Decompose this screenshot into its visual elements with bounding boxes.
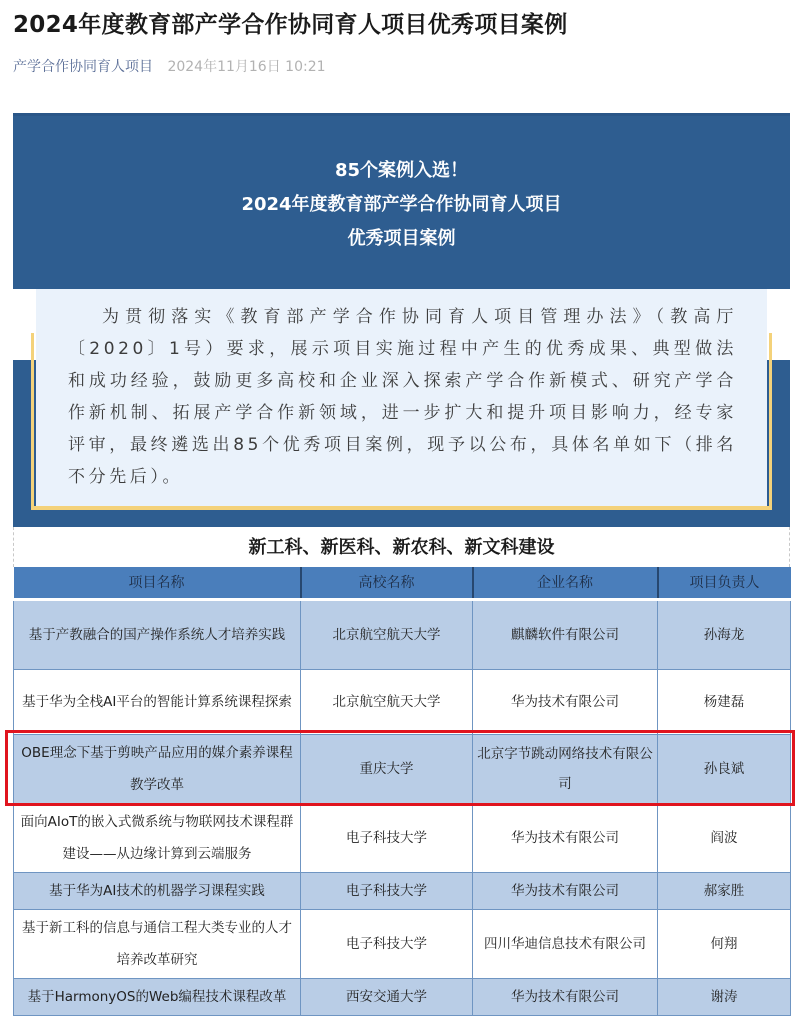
cell-university: 北京航空航天大学 bbox=[301, 599, 473, 669]
source-account-link[interactable]: 产学合作协同育人项目 bbox=[13, 59, 153, 75]
table-header-row bbox=[14, 567, 791, 599]
cell-leader: 杨建磊 bbox=[658, 669, 791, 734]
intro-text: 为贯彻落实《教育部产学合作协同育人项目管理办法》（教高厅〔2020〕1号）要求，展示项目实施过程中产生的优秀成果、典型做法和成功经验，鼓励更多高校和企业深入探索产学合作新模式、研究产学合作新机制、拓展产学合作新领域，进一步扩大和提升项目影响力，经专家评审，最终遴选出85个优秀项目案例，现予以公布，具体名单如下（排名不分先后）。 bbox=[68, 307, 737, 487]
cell-university: 电子科技大学 bbox=[301, 803, 473, 872]
cell-company: 北京字节跳动网络技术有限公司 bbox=[473, 734, 658, 803]
cell-project: 基于新工科的信息与通信工程大类专业的人才培养改革研究 bbox=[14, 909, 301, 978]
cell-leader: 何翔 bbox=[658, 909, 791, 978]
table-row bbox=[14, 978, 791, 1015]
cell-project: 基于HarmonyOS的Web编程技术课程改革 bbox=[14, 978, 301, 1015]
cell-university: 北京航空航天大学 bbox=[301, 669, 473, 734]
cell-leader: 孙海龙 bbox=[658, 599, 791, 669]
header-leader: 项目负责人 bbox=[658, 567, 791, 599]
cell-leader: 孙良斌 bbox=[658, 734, 791, 803]
article-title: 2024年度教育部产学合作协同育人项目优秀项目案例 bbox=[13, 12, 568, 38]
cell-leader: 谢涛 bbox=[658, 978, 791, 1015]
cell-project: 基于产教融合的国产操作系统人才培养实践 bbox=[14, 599, 301, 669]
banner-line-2: 2024年度教育部产学合作协同育人项目 bbox=[241, 194, 562, 215]
section-title: 新工科、新医科、新农科、新文科建设 bbox=[13, 527, 790, 567]
header-project-name: 项目名称 bbox=[14, 567, 301, 599]
table-row bbox=[14, 909, 791, 978]
cell-company: 麒麟软件有限公司 bbox=[473, 599, 658, 669]
table-row bbox=[14, 803, 791, 872]
cell-university: 电子科技大学 bbox=[301, 872, 473, 909]
table-row bbox=[14, 599, 791, 669]
banner-line-3: 优秀项目案例 bbox=[347, 228, 456, 249]
cell-company: 四川华迪信息技术有限公司 bbox=[473, 909, 658, 978]
header-company: 企业名称 bbox=[473, 567, 658, 599]
table-row bbox=[14, 872, 791, 909]
cell-project: OBE理念下基于剪映产品应用的媒介素养课程教学改革 bbox=[14, 734, 301, 803]
cell-project: 面向AIoT的嵌入式微系统与物联网技术课程群建设——从边缘计算到云端服务 bbox=[14, 803, 301, 872]
cell-university: 电子科技大学 bbox=[301, 909, 473, 978]
cell-project: 基于华为全栈AI平台的智能计算系统课程探索 bbox=[14, 669, 301, 734]
table-row-highlighted bbox=[14, 734, 791, 803]
cell-leader: 郝家胜 bbox=[658, 872, 791, 909]
intro-panel bbox=[36, 289, 767, 506]
cell-company: 华为技术有限公司 bbox=[473, 803, 658, 872]
cell-company: 华为技术有限公司 bbox=[473, 872, 658, 909]
article-meta bbox=[13, 56, 326, 76]
header-university: 高校名称 bbox=[301, 567, 473, 599]
cell-company: 华为技术有限公司 bbox=[473, 978, 658, 1015]
publish-time: 2024年11月16日 10:21 bbox=[167, 59, 326, 75]
cell-project: 基于华为AI技术的机器学习课程实践 bbox=[14, 872, 301, 909]
cell-university: 重庆大学 bbox=[301, 734, 473, 803]
project-table bbox=[13, 567, 791, 1016]
banner-line-1: 85个案例入选！ bbox=[334, 160, 469, 181]
cell-leader: 阎波 bbox=[658, 803, 791, 872]
cell-university: 西安交通大学 bbox=[301, 978, 473, 1015]
cell-company: 华为技术有限公司 bbox=[473, 669, 658, 734]
headline-banner bbox=[13, 113, 790, 289]
table-row bbox=[14, 669, 791, 734]
